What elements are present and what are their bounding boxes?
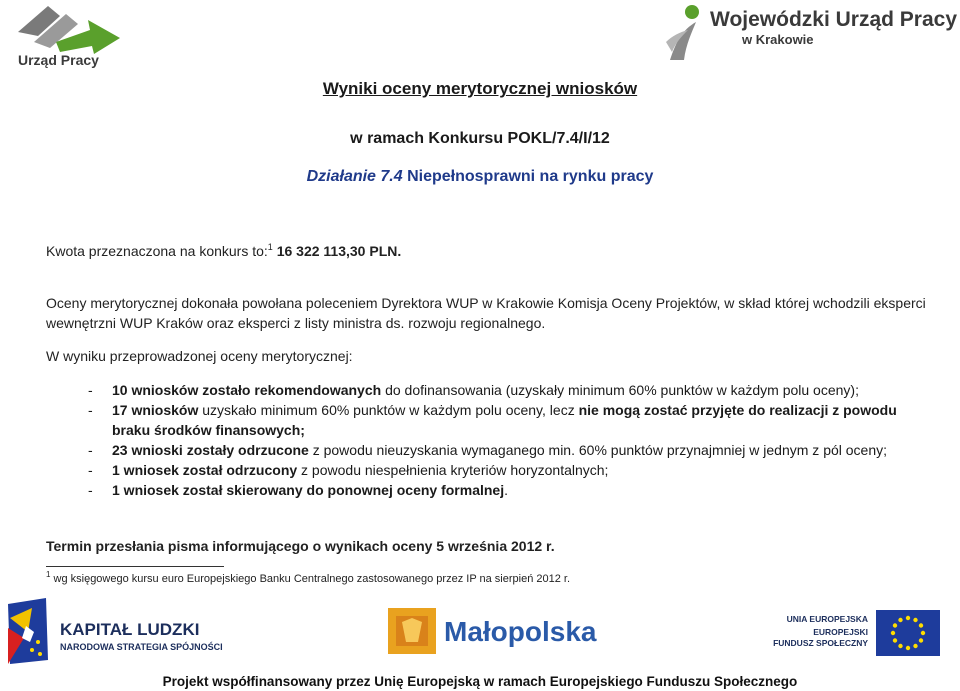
urzad-pracy-logo <box>8 2 128 68</box>
kwota-label: Kwota przeznaczona na konkurs to: <box>46 243 268 259</box>
result-text: . <box>504 482 508 498</box>
list-item <box>88 440 920 460</box>
eu-line-3: FUNDUSZ SPOŁECZNY <box>773 638 868 648</box>
cofinancing-statement: Projekt współfinansowany przez Unię Europejską w ramach Europejskiego Funduszu Społecznego <box>162 674 798 689</box>
dash-bullet: - <box>88 442 93 458</box>
footnote-ref: 1 <box>267 242 273 252</box>
kwota-line <box>46 237 926 261</box>
eu-line-2: EUROPEJSKI <box>813 627 868 637</box>
result-bold: 1 wniosek został skierowany do ponownej oceny formalnej <box>112 482 505 498</box>
kapital-ludzki-emblem-icon <box>2 598 56 668</box>
result-text: uzyskało minimum 60% punktów w każdym polu oceny, lecz <box>198 402 579 418</box>
result-bold: 1 wniosek został odrzucony <box>112 462 298 478</box>
malopolska-text: Małopolska <box>444 616 597 647</box>
result-bold: 17 wniosków <box>112 402 199 418</box>
footnote-number: 1 <box>46 570 51 579</box>
footnote-text: wg księgowego kursu euro Europejskiego Banku Centralnego zastosowanego przez IP na sierpień 2012 r. <box>50 573 571 585</box>
eu-flag-icon <box>876 610 940 656</box>
wup-logo-title: Wojewódzki Urząd Pracy <box>710 8 958 31</box>
dzialanie-label: Działanie 7.4 <box>306 168 403 185</box>
malopolska-logo <box>388 608 598 658</box>
wup-figure-icon <box>662 2 708 66</box>
wup-logo-subtitle: w Krakowie <box>742 32 814 47</box>
dash-bullet: - <box>88 482 93 498</box>
footnote <box>46 570 570 585</box>
dzialanie-heading <box>0 168 960 186</box>
page-title-text: Wyniki oceny merytorycznej wniosków <box>322 79 638 98</box>
dash-bullet: - <box>88 382 93 398</box>
page-title <box>0 79 960 99</box>
result-text: do dofinansowania (uzyskały minimum 60% punktów w każdym polu oceny); <box>381 382 859 398</box>
dzialanie-name: Niepełnosprawni na rynku pracy <box>402 168 654 185</box>
list-item <box>88 400 920 440</box>
results-list <box>88 380 920 500</box>
urzad-pracy-logo-text: Urząd Pracy <box>18 52 99 68</box>
wup-krakow-logo <box>662 2 960 66</box>
result-text: z powodu nieuzyskania wymaganego min. 60% punktów przynajmniej w jednym z pól oceny; <box>308 442 888 458</box>
eu-line-1: UNIA EUROPEJSKA <box>786 614 868 624</box>
arrow-logo-icon <box>8 2 128 54</box>
results-intro: W wyniku przeprowadzonej oceny merytorycznej: <box>46 348 353 364</box>
footnote-divider <box>46 566 224 567</box>
kapital-ludzki-subtitle: NARODOWA STRATEGIA SPÓJNOŚCI <box>60 642 223 652</box>
eu-logo <box>773 608 948 658</box>
list-item <box>88 380 920 400</box>
kapital-ludzki-logo <box>2 598 222 668</box>
dash-bullet: - <box>88 462 93 478</box>
result-bold: 10 wniosków zostało rekomendowanych <box>112 382 382 398</box>
competition-subtitle: w ramach Konkursu POKL/7.4/I/12 <box>350 130 610 147</box>
result-bold-2: nie mogą zostać przyjęte do realizacji z powodu braku środków finansowych; <box>112 402 897 438</box>
result-bold: 23 wnioski zostały odrzucone <box>112 442 309 458</box>
oceny-paragraph: Oceny merytorycznej dokonała powołana poleceniem Dyrektora WUP w Krakowie Komisja Oceny Projektów, w skład której wchodzili eksperci wewnętrzni WUP Kraków oraz eksperci z listy ministra ds. rozwoju regionalnego. <box>46 295 926 331</box>
list-item <box>88 460 920 480</box>
result-text: z powodu niespełnienia kryteriów horyzontalnych; <box>297 462 609 478</box>
malopolska-emblem-icon <box>388 608 436 654</box>
dash-bullet: - <box>88 402 93 418</box>
kwota-value: 16 322 113,30 PLN. <box>272 243 402 259</box>
kapital-ludzki-title: KAPITAŁ LUDZKI <box>60 620 200 639</box>
list-item <box>88 480 920 500</box>
termin-line: Termin przesłania pisma informującego o wynikach oceny 5 września 2012 r. <box>46 538 555 554</box>
